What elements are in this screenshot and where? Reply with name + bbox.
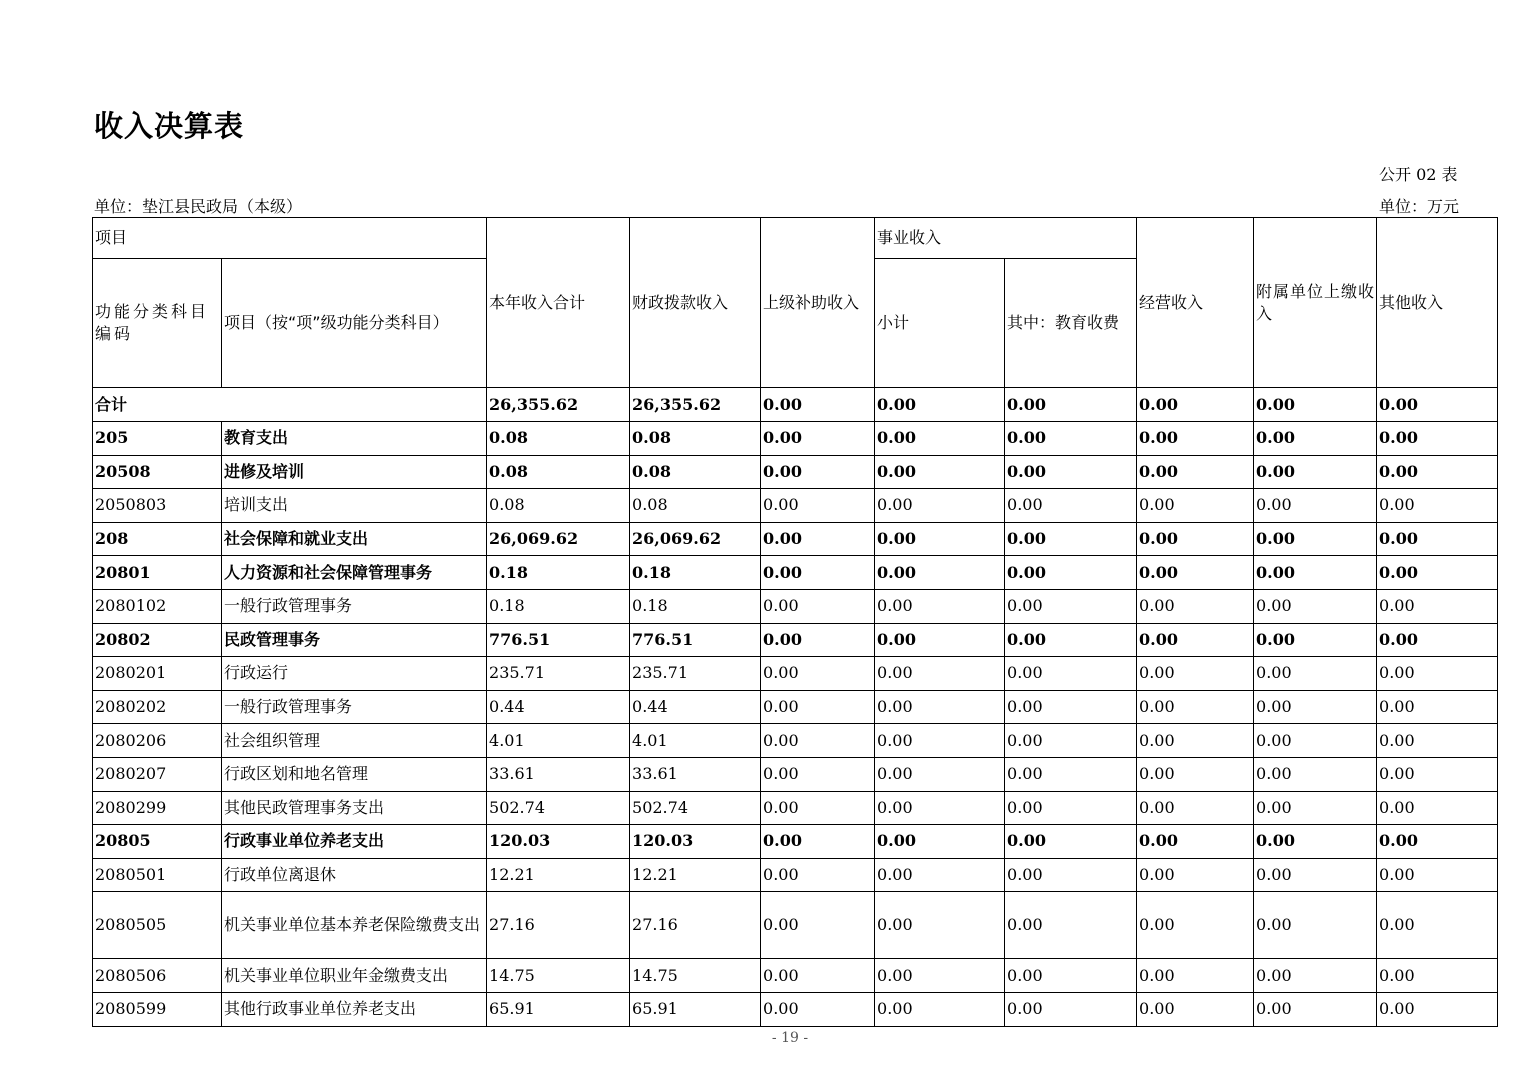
table-row xyxy=(93,690,1498,724)
row-value: 0.00 xyxy=(1254,589,1377,623)
row-value: 27.16 xyxy=(487,892,630,959)
row-value: 0.00 xyxy=(1254,724,1377,758)
row-value: 0.00 xyxy=(875,690,1005,724)
row-value: 0.00 xyxy=(875,623,1005,657)
row-value: 0.00 xyxy=(1137,657,1254,691)
row-value: 0.00 xyxy=(875,657,1005,691)
header-other: 其他收入 xyxy=(1377,218,1498,388)
row-value: 0.08 xyxy=(630,455,761,489)
row-value: 0.00 xyxy=(1254,657,1377,691)
header-item: 项目 xyxy=(93,218,487,259)
row-value: 0.00 xyxy=(1254,690,1377,724)
row-value: 0.00 xyxy=(1254,455,1377,489)
row-value: 0.00 xyxy=(1005,690,1137,724)
row-value: 0.00 xyxy=(761,556,875,590)
row-value: 0.00 xyxy=(1377,422,1498,456)
table-row xyxy=(93,858,1498,892)
row-value: 0.00 xyxy=(1377,556,1498,590)
row-value: 0.00 xyxy=(1005,657,1137,691)
total-row xyxy=(93,388,1498,422)
row-value: 0.00 xyxy=(761,791,875,825)
row-code: 2080506 xyxy=(93,959,222,993)
row-value: 14.75 xyxy=(630,959,761,993)
header-operating: 经营收入 xyxy=(1137,218,1254,388)
row-code: 2080505 xyxy=(93,892,222,959)
row-value: 0.00 xyxy=(761,858,875,892)
row-value: 0.00 xyxy=(1254,556,1377,590)
row-value: 502.74 xyxy=(487,791,630,825)
row-value: 0.00 xyxy=(1005,825,1137,859)
row-name: 机关事业单位基本养老保险缴费支出 xyxy=(222,892,487,959)
row-value: 0.00 xyxy=(1377,455,1498,489)
row-value: 235.71 xyxy=(630,657,761,691)
row-name: 行政区划和地名管理 xyxy=(222,757,487,791)
row-value: 0.00 xyxy=(1377,522,1498,556)
row-value: 0.00 xyxy=(761,825,875,859)
row-value: 0.00 xyxy=(1377,791,1498,825)
row-value: 0.00 xyxy=(1377,825,1498,859)
row-value: 0.00 xyxy=(1005,522,1137,556)
row-value: 0.00 xyxy=(1137,556,1254,590)
row-name: 行政事业单位养老支出 xyxy=(222,825,487,859)
header-business: 事业收入 xyxy=(875,218,1137,259)
table-row xyxy=(93,556,1498,590)
row-name: 其他民政管理事务支出 xyxy=(222,791,487,825)
header-affiliated: 附属单位上缴收入 xyxy=(1254,218,1377,388)
row-name: 社会组织管理 xyxy=(222,724,487,758)
row-value: 0.00 xyxy=(1137,992,1254,1026)
row-value: 0.18 xyxy=(630,556,761,590)
table-row xyxy=(93,992,1498,1026)
unit-currency: 单位：万元 xyxy=(1379,197,1460,216)
row-value: 0.00 xyxy=(1377,657,1498,691)
row-value: 0.44 xyxy=(630,690,761,724)
row-value: 0.00 xyxy=(875,791,1005,825)
row-value: 0.00 xyxy=(875,455,1005,489)
row-value: 26,069.62 xyxy=(487,522,630,556)
row-name: 行政单位离退休 xyxy=(222,858,487,892)
row-value: 0.00 xyxy=(1377,690,1498,724)
row-value: 0.08 xyxy=(487,422,630,456)
row-value: 0.00 xyxy=(761,657,875,691)
row-value: 0.00 xyxy=(875,589,1005,623)
row-value: 26,069.62 xyxy=(630,522,761,556)
row-value: 33.61 xyxy=(487,757,630,791)
row-code: 20508 xyxy=(93,455,222,489)
row-value: 0.00 xyxy=(1254,992,1377,1026)
row-value: 0.00 xyxy=(1137,623,1254,657)
header-superior: 上级补助收入 xyxy=(761,218,875,388)
table-row xyxy=(93,757,1498,791)
row-value: 0.00 xyxy=(761,757,875,791)
row-value: 0.44 xyxy=(487,690,630,724)
table-row xyxy=(93,724,1498,758)
row-value: 0.00 xyxy=(1254,959,1377,993)
row-value: 0.00 xyxy=(1137,757,1254,791)
row-value: 0.00 xyxy=(1254,623,1377,657)
row-value: 0.00 xyxy=(1377,757,1498,791)
row-code: 2080599 xyxy=(93,992,222,1026)
row-name: 培训支出 xyxy=(222,489,487,523)
table-row xyxy=(93,422,1498,456)
row-code: 20801 xyxy=(93,556,222,590)
row-value: 65.91 xyxy=(630,992,761,1026)
row-value: 65.91 xyxy=(487,992,630,1026)
row-value: 0.00 xyxy=(875,992,1005,1026)
header-item-name: 项目（按“项”级功能分类科目） xyxy=(222,259,487,388)
table-row xyxy=(93,455,1498,489)
row-code: 2050803 xyxy=(93,489,222,523)
table-number: 公开 02 表 xyxy=(1379,165,1458,184)
row-value: 0.00 xyxy=(1377,589,1498,623)
row-value: 0.00 xyxy=(875,422,1005,456)
row-code: 2080206 xyxy=(93,724,222,758)
row-value: 0.00 xyxy=(1254,757,1377,791)
total-cell: 26,355.62 xyxy=(487,388,630,422)
row-value: 4.01 xyxy=(487,724,630,758)
row-value: 0.00 xyxy=(1377,992,1498,1026)
row-value: 0.00 xyxy=(761,992,875,1026)
row-value: 0.18 xyxy=(487,556,630,590)
row-value: 4.01 xyxy=(630,724,761,758)
row-value: 0.00 xyxy=(1005,757,1137,791)
header-func-code: 功能分类科目编码 xyxy=(93,259,222,388)
row-value: 0.00 xyxy=(1377,724,1498,758)
row-value: 0.00 xyxy=(1254,825,1377,859)
row-value: 0.00 xyxy=(1137,589,1254,623)
total-cell: 0.00 xyxy=(1377,388,1498,422)
row-value: 0.00 xyxy=(1137,892,1254,959)
table-row xyxy=(93,657,1498,691)
row-value: 0.00 xyxy=(1137,422,1254,456)
row-code: 208 xyxy=(93,522,222,556)
row-value: 0.00 xyxy=(875,489,1005,523)
row-value: 0.00 xyxy=(1005,556,1137,590)
row-value: 33.61 xyxy=(630,757,761,791)
row-value: 502.74 xyxy=(630,791,761,825)
row-code: 2080201 xyxy=(93,657,222,691)
row-name: 一般行政管理事务 xyxy=(222,589,487,623)
row-value: 0.00 xyxy=(1377,892,1498,959)
row-value: 0.00 xyxy=(1254,422,1377,456)
row-value: 12.21 xyxy=(630,858,761,892)
row-value: 12.21 xyxy=(487,858,630,892)
row-value: 0.00 xyxy=(1005,992,1137,1026)
row-code: 2080501 xyxy=(93,858,222,892)
row-name: 机关事业单位职业年金缴费支出 xyxy=(222,959,487,993)
total-cell: 0.00 xyxy=(1137,388,1254,422)
row-value: 0.00 xyxy=(761,724,875,758)
row-value: 0.00 xyxy=(1005,455,1137,489)
row-value: 0.00 xyxy=(1005,959,1137,993)
row-value: 0.00 xyxy=(761,589,875,623)
row-code: 2080299 xyxy=(93,791,222,825)
row-name: 一般行政管理事务 xyxy=(222,690,487,724)
row-value: 0.00 xyxy=(875,724,1005,758)
row-value: 0.00 xyxy=(1137,690,1254,724)
row-value: 776.51 xyxy=(487,623,630,657)
row-value: 0.00 xyxy=(1377,623,1498,657)
row-code: 2080207 xyxy=(93,757,222,791)
row-value: 0.00 xyxy=(1377,959,1498,993)
total-cell: 0.00 xyxy=(761,388,875,422)
row-name: 行政运行 xyxy=(222,657,487,691)
row-value: 0.00 xyxy=(1254,522,1377,556)
unit-organization: 单位：垫江县民政局（本级） xyxy=(94,197,303,216)
header-edu-fee: 其中：教育收费 xyxy=(1005,259,1137,388)
total-cell: 0.00 xyxy=(1005,388,1137,422)
row-name: 其他行政事业单位养老支出 xyxy=(222,992,487,1026)
row-value: 0.00 xyxy=(1005,422,1137,456)
row-code: 205 xyxy=(93,422,222,456)
page-title: 收入决算表 xyxy=(94,109,245,143)
row-value: 0.00 xyxy=(1137,455,1254,489)
row-value: 0.00 xyxy=(1137,959,1254,993)
row-value: 0.00 xyxy=(1005,623,1137,657)
row-value: 0.00 xyxy=(1005,892,1137,959)
row-value: 0.00 xyxy=(1137,825,1254,859)
table-row xyxy=(93,623,1498,657)
row-value: 0.00 xyxy=(1005,489,1137,523)
table-row xyxy=(93,892,1498,959)
row-value: 14.75 xyxy=(487,959,630,993)
row-value: 0.00 xyxy=(761,489,875,523)
row-value: 0.00 xyxy=(1254,791,1377,825)
row-value: 0.00 xyxy=(761,455,875,489)
row-value: 0.00 xyxy=(1137,724,1254,758)
row-value: 0.00 xyxy=(875,858,1005,892)
row-value: 0.00 xyxy=(1005,791,1137,825)
table-row xyxy=(93,825,1498,859)
total-cell: 26,355.62 xyxy=(630,388,761,422)
row-value: 0.00 xyxy=(761,892,875,959)
row-value: 0.08 xyxy=(630,422,761,456)
row-name: 教育支出 xyxy=(222,422,487,456)
row-code: 20802 xyxy=(93,623,222,657)
row-value: 0.00 xyxy=(1137,522,1254,556)
table-row xyxy=(93,522,1498,556)
row-value: 0.00 xyxy=(761,422,875,456)
row-value: 0.00 xyxy=(761,623,875,657)
row-value: 0.00 xyxy=(1137,858,1254,892)
row-value: 0.00 xyxy=(875,522,1005,556)
row-value: 0.00 xyxy=(1254,489,1377,523)
row-value: 0.00 xyxy=(761,959,875,993)
row-value: 0.18 xyxy=(487,589,630,623)
row-value: 0.00 xyxy=(1137,791,1254,825)
total-cell: 0.00 xyxy=(875,388,1005,422)
row-value: 0.00 xyxy=(1005,858,1137,892)
row-value: 0.00 xyxy=(1377,858,1498,892)
row-value: 776.51 xyxy=(630,623,761,657)
row-value: 0.00 xyxy=(1137,489,1254,523)
table-row xyxy=(93,589,1498,623)
row-value: 0.08 xyxy=(630,489,761,523)
income-table xyxy=(92,217,1498,1027)
row-value: 0.00 xyxy=(1254,858,1377,892)
row-name: 民政管理事务 xyxy=(222,623,487,657)
total-cell: 0.00 xyxy=(1254,388,1377,422)
total-label: 合计 xyxy=(93,388,487,422)
row-value: 0.08 xyxy=(487,489,630,523)
row-code: 20805 xyxy=(93,825,222,859)
table-row xyxy=(93,791,1498,825)
row-value: 0.00 xyxy=(875,556,1005,590)
row-value: 0.00 xyxy=(875,959,1005,993)
page-number: - 19 - xyxy=(771,1030,809,1046)
header-fiscal: 财政拨款收入 xyxy=(630,218,761,388)
row-value: 0.00 xyxy=(761,690,875,724)
row-value: 0.18 xyxy=(630,589,761,623)
header-total: 本年收入合计 xyxy=(487,218,630,388)
row-value: 235.71 xyxy=(487,657,630,691)
row-value: 0.00 xyxy=(1005,724,1137,758)
row-value: 0.00 xyxy=(875,892,1005,959)
row-value: 27.16 xyxy=(630,892,761,959)
row-name: 进修及培训 xyxy=(222,455,487,489)
row-value: 0.00 xyxy=(1005,589,1137,623)
table-row xyxy=(93,489,1498,523)
row-name: 社会保障和就业支出 xyxy=(222,522,487,556)
row-value: 0.00 xyxy=(761,522,875,556)
row-value: 0.08 xyxy=(487,455,630,489)
row-value: 0.00 xyxy=(1377,489,1498,523)
table-row xyxy=(93,959,1498,993)
header-subtotal: 小计 xyxy=(875,259,1005,388)
row-value: 0.00 xyxy=(1254,892,1377,959)
row-code: 2080202 xyxy=(93,690,222,724)
row-value: 0.00 xyxy=(875,825,1005,859)
row-name: 人力资源和社会保障管理事务 xyxy=(222,556,487,590)
row-value: 0.00 xyxy=(875,757,1005,791)
row-value: 120.03 xyxy=(487,825,630,859)
row-code: 2080102 xyxy=(93,589,222,623)
row-value: 120.03 xyxy=(630,825,761,859)
